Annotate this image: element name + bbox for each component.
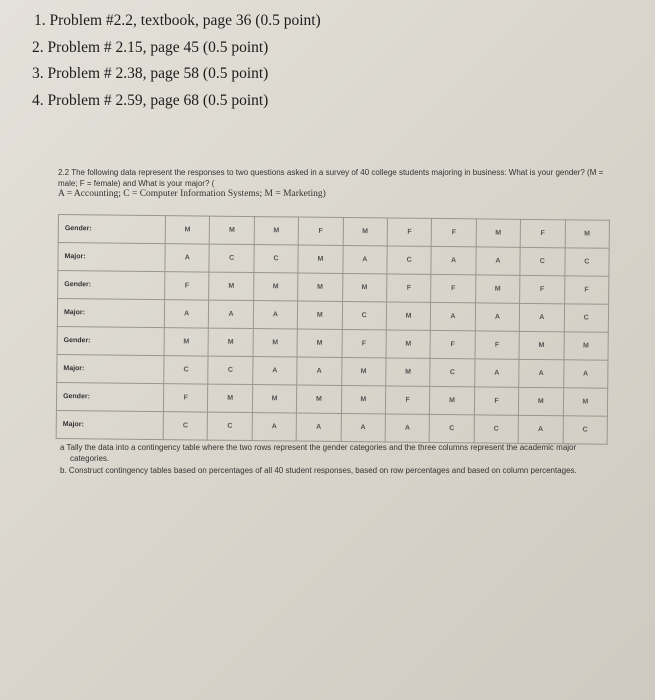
question-b: b. Construct contingency tables based on percentages of all 40 student responses, based on row percentages and based on column percentages. xyxy=(60,466,577,475)
table-cell: C xyxy=(208,356,253,384)
table-cell: M xyxy=(519,331,564,359)
table-cell: C xyxy=(164,356,209,384)
table-cell: A xyxy=(165,244,210,272)
table-cell: M xyxy=(164,328,209,356)
table-cell: F xyxy=(564,276,609,304)
table-cell: F xyxy=(520,275,565,303)
table-cell: A xyxy=(476,247,521,275)
table-cell: M xyxy=(343,217,388,245)
table-cell: F xyxy=(342,329,387,357)
table-cell: A xyxy=(474,359,519,387)
table-cell: M xyxy=(210,216,255,244)
table-cell: F xyxy=(387,274,432,302)
table-cell: M xyxy=(297,329,342,357)
assignment-item: 3. Problem # 2.38, page 58 (0.5 point) xyxy=(32,65,269,82)
table-cell: F xyxy=(431,274,476,302)
table-cell: C xyxy=(208,412,253,440)
table-cell: M xyxy=(297,385,342,413)
question-a: a Tally the data into a contingency table where the two rows represent the gender categories and the three columns represent the academic major categories. xyxy=(60,443,577,463)
table-cell: M xyxy=(430,386,475,414)
table-cell: C xyxy=(564,248,609,276)
table-cell: A xyxy=(342,245,387,273)
table-cell: C xyxy=(209,244,254,272)
row-label: Major: xyxy=(56,410,163,439)
table-cell: M xyxy=(341,385,386,413)
table-cell: F xyxy=(432,218,477,246)
table-cell: M xyxy=(475,275,520,303)
table-cell: C xyxy=(430,358,475,386)
table-cell: M xyxy=(563,388,608,416)
survey-data-table xyxy=(56,214,610,445)
row-label: Major: xyxy=(57,354,164,383)
table-cell: A xyxy=(518,415,563,443)
table-cell: A xyxy=(253,301,298,329)
row-label: Gender: xyxy=(56,382,163,411)
table-cell: A xyxy=(385,414,430,442)
table-cell: F xyxy=(165,272,210,300)
table-cell: C xyxy=(163,412,208,440)
row-label: Major: xyxy=(58,243,165,272)
table-cell: F xyxy=(475,331,520,359)
table-cell: M xyxy=(209,272,254,300)
table-cell: F xyxy=(387,218,432,246)
table-cell: A xyxy=(475,303,520,331)
table-cell: M xyxy=(208,328,253,356)
table-cell: M xyxy=(564,332,609,360)
table-cell: M xyxy=(253,329,298,357)
table-cell: A xyxy=(341,413,386,441)
table-cell: M xyxy=(341,357,386,385)
table-cell: F xyxy=(385,386,430,414)
assignment-item: 2. Problem # 2.15, page 45 (0.5 point) xyxy=(32,38,269,56)
table-cell: A xyxy=(164,300,209,328)
table-cell: C xyxy=(429,414,474,442)
table-cell: M xyxy=(252,385,297,413)
table-cell: A xyxy=(431,302,476,330)
questions xyxy=(60,442,600,477)
row-label: Gender: xyxy=(58,215,165,244)
table-cell: C xyxy=(474,415,519,443)
table-cell: M xyxy=(297,301,342,329)
problem-intro: 2.2 The following data represent the responses to two questions asked in a survey of 40 college students majoring in business: What is your gender? (M = male; F = female) and What is your major? ( xyxy=(58,168,604,188)
table-cell: C xyxy=(563,416,608,444)
table-cell: A xyxy=(253,357,298,385)
major-legend: A = Accounting; C = Computer Information Systems; M = Marketing) xyxy=(58,189,326,199)
table-cell: M xyxy=(386,330,431,358)
table-cell: A xyxy=(252,413,297,441)
table-row xyxy=(56,410,607,444)
table-cell: F xyxy=(298,217,343,245)
row-label: Major: xyxy=(57,299,164,328)
table-cell: M xyxy=(165,216,210,244)
table-cell: A xyxy=(431,246,476,274)
table-cell: A xyxy=(519,359,564,387)
table-cell: M xyxy=(298,273,343,301)
table-cell: C xyxy=(342,301,387,329)
table-cell: M xyxy=(208,384,253,412)
table-cell: M xyxy=(254,217,299,245)
table-cell: A xyxy=(563,360,608,388)
table-cell: C xyxy=(520,247,565,275)
assignment-item: 4. Problem # 2.59, page 68 (0.5 point) xyxy=(32,91,269,109)
table-cell: F xyxy=(430,330,475,358)
problem-statement xyxy=(58,168,618,200)
table-cell: F xyxy=(163,384,208,412)
table-cell: M xyxy=(298,245,343,273)
table-cell: A xyxy=(296,413,341,441)
table-cell: M xyxy=(476,219,521,247)
assignment-item: 1. Problem #2.2, textbook, page 36 (0.5 point) xyxy=(34,12,321,29)
table-cell: F xyxy=(474,387,519,415)
table-cell: M xyxy=(519,387,564,415)
table-cell: A xyxy=(209,300,254,328)
table-cell: M xyxy=(565,220,610,248)
table-cell: F xyxy=(520,219,565,247)
table-cell: C xyxy=(564,304,609,332)
row-label: Gender: xyxy=(58,271,165,300)
table-cell: M xyxy=(386,358,431,386)
table-cell: C xyxy=(387,246,432,274)
row-label: Gender: xyxy=(57,326,164,355)
table-cell: A xyxy=(297,357,342,385)
table-cell: M xyxy=(386,302,431,330)
assignment-list xyxy=(32,8,321,114)
table-cell: C xyxy=(254,245,299,273)
table-cell: M xyxy=(342,273,387,301)
table-cell: A xyxy=(519,303,564,331)
table-cell: M xyxy=(253,273,298,301)
